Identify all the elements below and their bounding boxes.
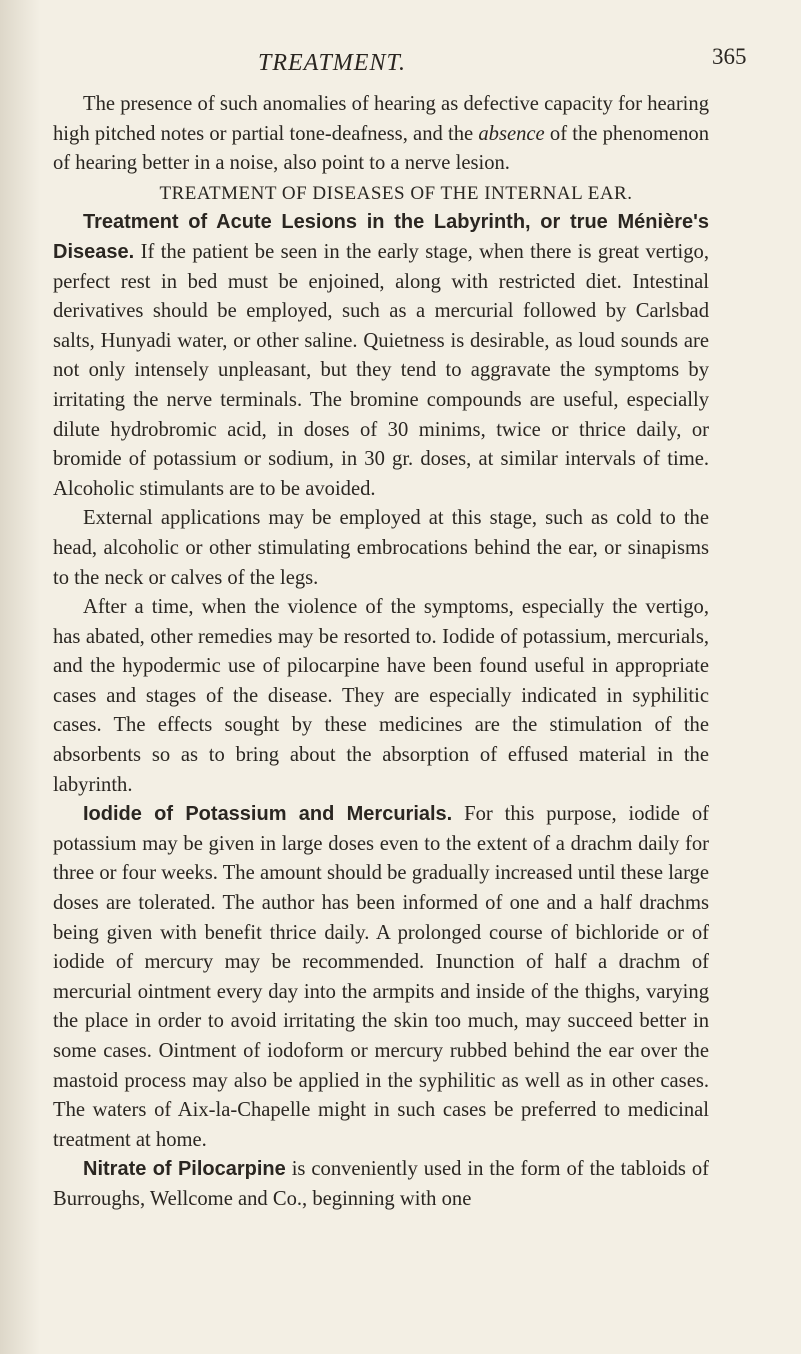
page-gutter-shadow [0,0,40,1354]
page-body [53,90,709,1215]
paragraph-external-applications: External applications may be employed at this stage, such as cold to the head, alcoholic or other stimulating embrocations behind the ear, or sinapisms to the neck or calves of the legs. [53,507,709,589]
runin-heading-menieres: Treatment of Acute Lesions in the Labyrinth, or true Ménière's Disease. [53,211,709,263]
running-title: TREATMENT. [258,50,407,76]
section-heading: TREATMENT OF DISEASES OF THE INTERNAL EAR. [159,182,633,204]
paragraph-later-remedies: After a time, when the violence of the symptoms, especially the vertigo, has abated, other remedies may be resorted to. Iodide of potassium, mercurials, and the hypodermic use of pilocarpine have been found useful in appropriate cases and stages of the disease. They are especially indicated in syphilitic cases. The effects sought by these medicines are the stimulation of the absorbents so as to bring about the absorption of effused material in the labyrinth. [53,596,709,796]
paragraph-pilocarpine: Nitrate of Pilocarpine is conveniently used in the form of the tabloids of Burroughs, Wellcome and Co., beginning with one [53,1158,709,1210]
runin-heading-iodide: Iodide of Potassium and Mercurials. [83,803,453,826]
runin-heading-pilocarpine: Nitrate of Pilocarpine [83,1158,286,1181]
paragraph-iodide-potassium: Iodide of Potassium and Mercurials. For this purpose, iodide of potassium may be given in large doses even to the extent of a drachm daily for three or four weeks. The amount should be gradually increased until these large doses are tolerated. The author has been informed of one and a half drachms being given with benefit thrice daily. A prolonged course of bichloride or of iodide of mercury may be recommended. Inunction of half a drachm of mercurial ointment every day into the armpits and inside of the thighs, varying the place in order to avoid irritating the skin too much, may succeed better in some cases. Ointment of iodoform or mercury rubbed behind the ear over the mastoid process may also be applied in the syphilitic as well as in other cases. The waters of Aix-la-Chapelle might in such cases be preferred to medicinal treatment at home. [53,803,709,1151]
paragraph-menieres-treatment: Treatment of Acute Lesions in the Labyrinth, or true Ménière's Disease. If the patient be seen in the early stage, when there is great vertigo, perfect rest in bed must be enjoined, along with restricted diet. Intestinal derivatives should be employed, such as a mercurial followed by Carlsbad salts, Hunyadi water, or other saline. Quietness is desirable, as loud sounds are not only intensely unpleasant, but they tend to aggravate the symptoms by irritating the nerve terminals. The bromine compounds are useful, especially dilute hydrobromic acid, in doses of 30 minims, twice or thrice daily, or bromide of potassium or sodium, in 30 gr. doses, at similar intervals of time. Alcoholic stimulants are to be avoided. [53,211,709,500]
page-number: 365 [712,44,747,69]
emphasis-absence: absence [478,122,545,145]
running-head [0,44,801,80]
paragraph-nerve-lesion: The presence of such anomalies of hearing as defective capacity for hearing high pitched notes or partial tone-deafness, and the absence of the phenomenon of hearing better in a noise, also point to a nerve lesion. [53,93,709,175]
